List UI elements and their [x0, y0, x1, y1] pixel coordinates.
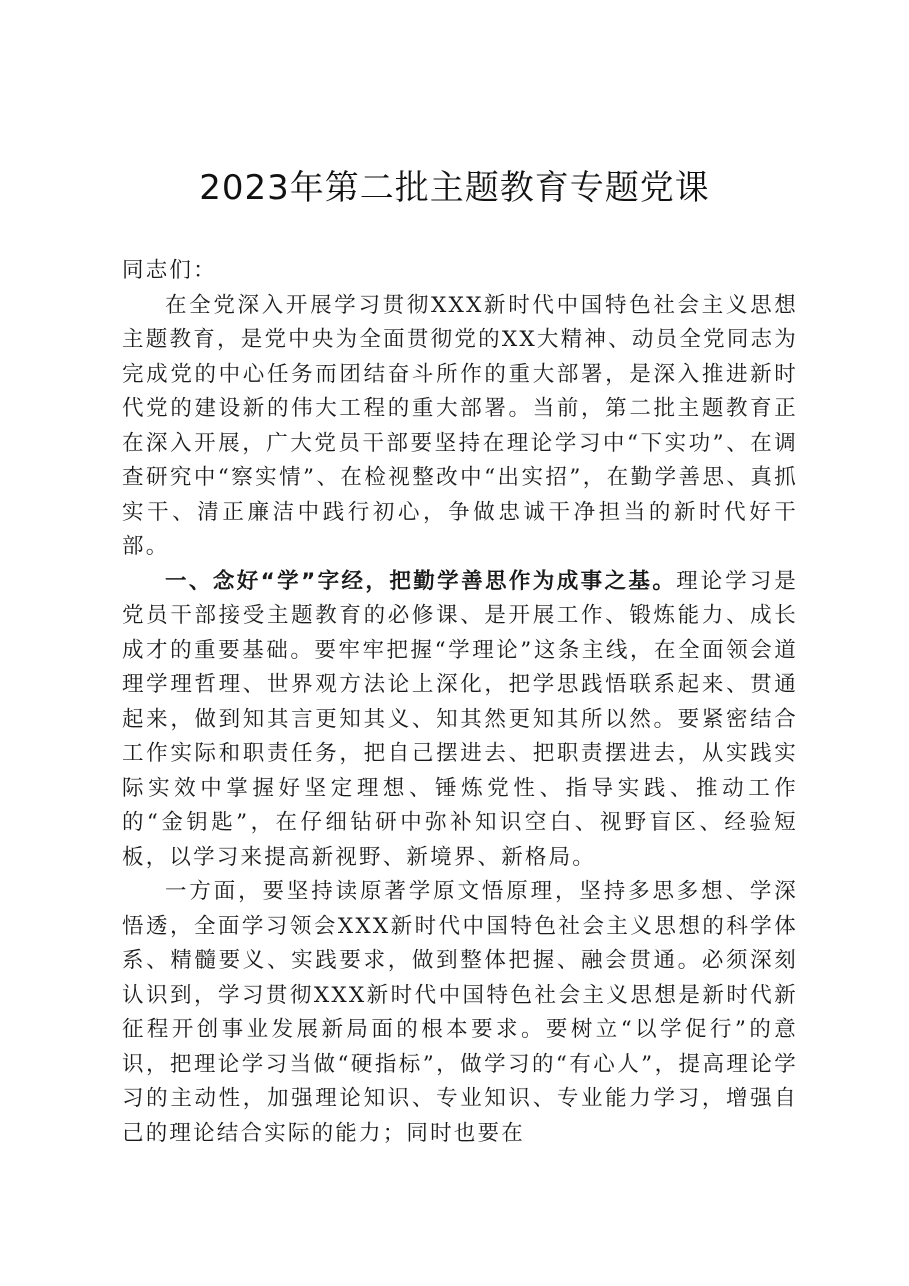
paragraph-on-one-hand: [122, 875, 798, 1151]
paragraph-text: 在全党深入开展学习贯彻XXX新时代中国特色社会主义思想主题教育，是党中央为全面贯彻党的XX大精神、动员全党同志为完成党的中心任务而团结奋斗所作的重大部署，是深入推进新时代党的建设新的伟大工程的重大部署。当前，第二批主题教育正在深入开展，广大党员干部要坚持在理论学习中“下实功”、在调查研究中“察实情”、在检视整改中“出实招”，在勤学善思、真抓实干、清正廉洁中践行初心，争做忠诚干净担当的新时代好干部。: [122, 292, 798, 559]
paragraph-intro: [122, 289, 798, 565]
section-heading: 一、念好“学”字经，把勤学善思作为成事之基。: [165, 568, 677, 594]
salutation: 同志们：: [122, 258, 217, 283]
document-title: 2023年第二批主题教育专题党课: [199, 168, 710, 208]
paragraph-text: 一方面，要坚持读原著学原文悟原理，坚持多思多想、学深悟透，全面学习领会XXX新时代中国特色社会主义思想的科学体系、精髓要义、实践要求，做到整体把握、融会贯通。必须深刻认识到，学习贯彻XXX新时代中国特色社会主义思想是新时代新征程开创事业发展新局面的根本要求。要树立“以学促行”的意识，把理论学习当做“硬指标”，做学习的“有心人”，提高理论学习的主动性，加强理论知识、专业知识、专业能力学习，增强自己的理论结合实际的能力；同时也要在: [122, 879, 798, 1146]
document-body: [122, 254, 798, 1151]
paragraph-section-one: [122, 565, 798, 876]
paragraph-text: 理论学习是党员干部接受主题教育的必修课、是开展工作、锻炼能力、成长成才的重要基础。要牢牢把握“学理论”这条主线，在全面领会道理学理哲理、世界观方法论上深化，把学思践悟联系起来、贯通起来，做到知其言更知其义、知其然更知其所以然。要紧密结合工作实际和职责任务，把自己摆进去、把职责摆进去，从实践实际实效中掌握好坚定理想、锤炼党性、指导实践、推动工作的“金钥匙”，在仔细钻研中弥补知识空白、视野盲区、经验短板，以学习来提高新视野、新境界、新格局。: [122, 568, 798, 870]
